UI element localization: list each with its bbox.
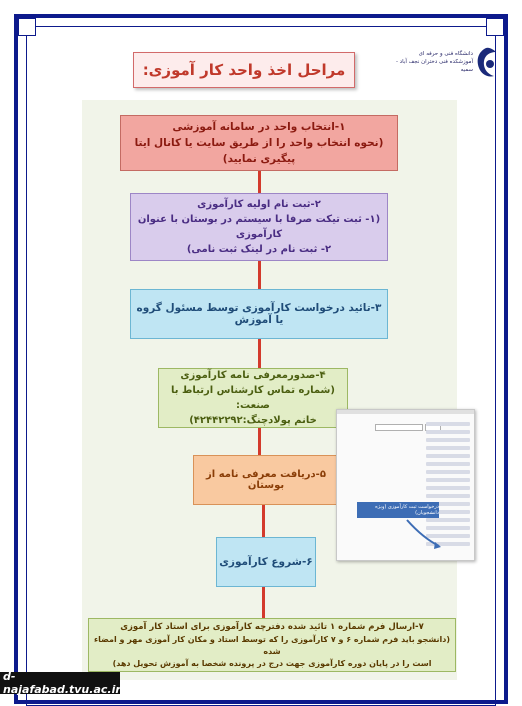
step-6-title: ۶-شروع کارآموزی	[219, 556, 313, 568]
connector-3-4	[258, 339, 261, 368]
step-2-detail-2: ۲- ثبت نام در لینک ثبت نامی)	[186, 244, 332, 255]
screenshot-field	[375, 424, 423, 431]
step-2-detail-1: (۱- ثبت تیکت صرفا با سیستم در بوستان با عنوان کارآموزی	[137, 214, 381, 240]
connector-1-2	[258, 171, 261, 193]
flow-step-2	[130, 193, 388, 261]
screenshot-menu-row	[426, 462, 470, 466]
portal-screenshot	[336, 409, 475, 561]
screenshot-menu-row	[426, 446, 470, 450]
flow-step-5	[193, 455, 339, 505]
page-title-box	[133, 52, 355, 88]
step-4-detail-2: خانم پولادچنگ:۴۲۴۴۲۲۹۲)	[189, 415, 317, 426]
college-logo-icon	[474, 46, 498, 80]
flow-step-7	[88, 618, 456, 672]
step-3-title: ۳-تائید درخواست کارآموزی توسط مسئول گروه یا آموزش	[136, 302, 382, 326]
step-1-title: ۱-انتخاب واحد در سامانه آموزشی	[172, 121, 346, 133]
screenshot-banner: درخواست ثبت کارآموزی (ویژه دانشجویان)	[357, 502, 439, 518]
college-name-line2: آموزشکده فنی دختران نجف آباد - سمیه	[395, 59, 473, 73]
connector-6-7	[262, 587, 265, 618]
screenshot-top-bar	[337, 410, 474, 414]
step-5-title: ۵-دریافت معرفی نامه از بوستان	[206, 469, 326, 491]
college-name	[395, 50, 473, 74]
screenshot-menu-row	[426, 470, 470, 474]
step-4-detail-1: (شماره تماس کارشناس ارتباط با صنعت:	[171, 385, 335, 411]
screenshot-menu-row	[426, 430, 470, 434]
step-1-detail: (نحوه انتخاب واحد را از طریق سایت یا کانال ایتا پیگیری نمایید)	[134, 137, 384, 165]
pointer-arrow-icon	[405, 518, 445, 552]
connector-2-3	[258, 261, 261, 289]
step-7-title: ۷-ارسال فرم شماره ۱ تائید شده دفترچه کارآموزی برای استاد کار آموزی	[120, 621, 424, 632]
screenshot-menu-row	[426, 494, 470, 498]
frame-corner-top-left	[18, 18, 36, 36]
step-4-title: ۴-صدورمعرفی نامه کارآموزی	[180, 370, 326, 381]
screenshot-menu-row	[426, 422, 470, 426]
screenshot-menu-row	[426, 478, 470, 482]
screenshot-menu-row	[426, 438, 470, 442]
flow-step-1	[120, 115, 398, 171]
step-7-detail-1: (دانشجو باید فرم شماره ۶ و ۷ کارآموزی را که توسط استاد و مکان کار آموزی مهر و امضاء شده	[94, 634, 450, 656]
page-title: مراحل اخذ واحد کار آموزی:	[142, 61, 346, 79]
frame-corner-top-right	[486, 18, 504, 36]
screenshot-menu-row	[426, 486, 470, 490]
flow-step-6	[216, 537, 316, 587]
step-2-title: ۲-ثبت نام اولیه کارآموزی	[197, 199, 321, 210]
connector-5-6	[262, 505, 265, 537]
website-url[interactable]: d-najafabad.tvu.ac.ir	[0, 672, 120, 694]
flow-step-4	[158, 368, 348, 428]
screenshot-menu-row	[426, 454, 470, 458]
step-7-detail-2: است را در پایان دوره کارآموزی جهت درج در پرونده شخصا به آموزش تحویل دهد)	[112, 658, 432, 668]
connector-4-5	[258, 428, 261, 455]
flow-step-3	[130, 289, 388, 339]
college-name-line1: دانشگاه فنی و حرفه ای	[418, 51, 473, 57]
